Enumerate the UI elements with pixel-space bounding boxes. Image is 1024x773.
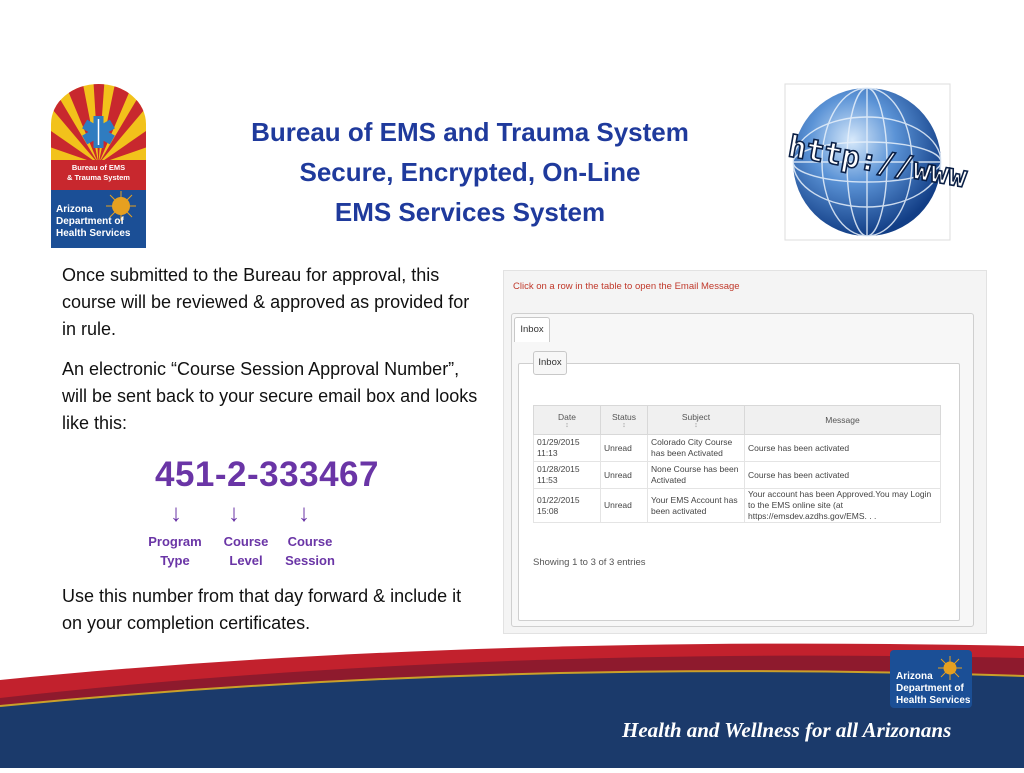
segment-label-line1: Program (148, 534, 202, 549)
footer-logo-line1: Arizona (896, 671, 933, 682)
title-line-3: EMS Services System (334, 197, 606, 227)
globe-url-text: http://www (785, 129, 970, 196)
inbox-instruction: Click on a row in the table to open the Email Message (513, 281, 740, 292)
sort-icon: ↕ (565, 421, 569, 429)
sort-icon: ↕ (694, 421, 698, 429)
footer-logo-line2: Department of (896, 683, 964, 694)
title-line-2: Secure, Encrypted, On-Line (299, 157, 641, 187)
segment-label-line2: Level (229, 553, 263, 568)
table-row[interactable] (534, 489, 941, 523)
logo-dept-line1: Arizona (56, 204, 93, 215)
footer-azdhs-logo (890, 650, 972, 708)
table-info-text: Showing 1 to 3 of 3 entries (533, 557, 646, 568)
approval-number-paragraph: An electronic “Course Session Approval Number”, will be sent back to your secure email box and looks like this: (62, 359, 478, 433)
table-header-row (534, 406, 941, 435)
globe-http-image (785, 84, 970, 240)
cell-status: Unread (601, 462, 648, 489)
arizona-ems-logo (51, 84, 146, 248)
cell-message: Your account has been Approved.You may Login to the EMS online site (at https://emsdev.azdhs.gov/EMS. . . (745, 489, 941, 523)
footer-band (0, 640, 1024, 768)
intro-paragraph: Once submitted to the Bureau for approval, this course will be reviewed & approved as provided for in rule. (62, 265, 470, 339)
logo-dept-line3: Health Services (56, 228, 131, 239)
arrow-down-icon: ↓ (228, 500, 240, 527)
sort-icon: ↕ (622, 421, 626, 429)
inbox-screenshot (503, 270, 987, 634)
cell-date: 01/29/2015 11:13 (534, 435, 601, 462)
cell-subject: Your EMS Account has been activated (648, 489, 745, 523)
cell-date: 01/22/2015 15:08 (534, 489, 601, 523)
cell-subject: Colorado City Course has been Activated (648, 435, 745, 462)
logo-bureau-line1: Bureau of EMS (71, 163, 126, 172)
column-header-message[interactable]: Message (745, 406, 941, 435)
logo-dept-line2: Department of (56, 216, 124, 227)
column-header-status[interactable]: Status ↕ (601, 406, 648, 435)
footer-logo-line3: Health Services (896, 695, 971, 706)
inbox-legend: Inbox (533, 351, 567, 375)
inbox-table (533, 405, 941, 523)
arrow-down-icon: ↓ (298, 500, 310, 527)
table-row[interactable] (534, 462, 941, 489)
cell-message: Course has been activated (745, 462, 941, 489)
arrow-down-icon: ↓ (170, 500, 182, 527)
cell-message: Course has been activated (745, 435, 941, 462)
segment-label-line1: Course (287, 534, 333, 549)
title-line-1: Bureau of EMS and Trauma System (251, 117, 689, 147)
cell-status: Unread (601, 435, 648, 462)
cell-date: 01/28/2015 11:53 (534, 462, 601, 489)
table-row[interactable] (534, 435, 941, 462)
segment-label-line2: Session (285, 553, 335, 568)
footer-tagline: Health and Wellness for all Arizonans (622, 718, 952, 742)
segment-label-line1: Course (223, 534, 269, 549)
tab-inbox[interactable]: Inbox (514, 317, 550, 342)
cell-status: Unread (601, 489, 648, 523)
segment-course-session (280, 532, 340, 570)
cell-subject: None Course has been Activated (648, 462, 745, 489)
segment-program-type (145, 532, 205, 570)
approval-number: 451-2-333467 (155, 455, 379, 494)
column-header-subject[interactable]: Subject ↕ (648, 406, 745, 435)
segment-label-line2: Type (160, 553, 190, 568)
usage-paragraph: Use this number from that day forward & include it on your completion certificates. (62, 586, 462, 633)
page-title (200, 112, 740, 232)
logo-bureau-line2: & Trauma System (67, 173, 130, 182)
column-header-date[interactable]: Date ↕ (534, 406, 601, 435)
segment-course-level (216, 532, 276, 570)
